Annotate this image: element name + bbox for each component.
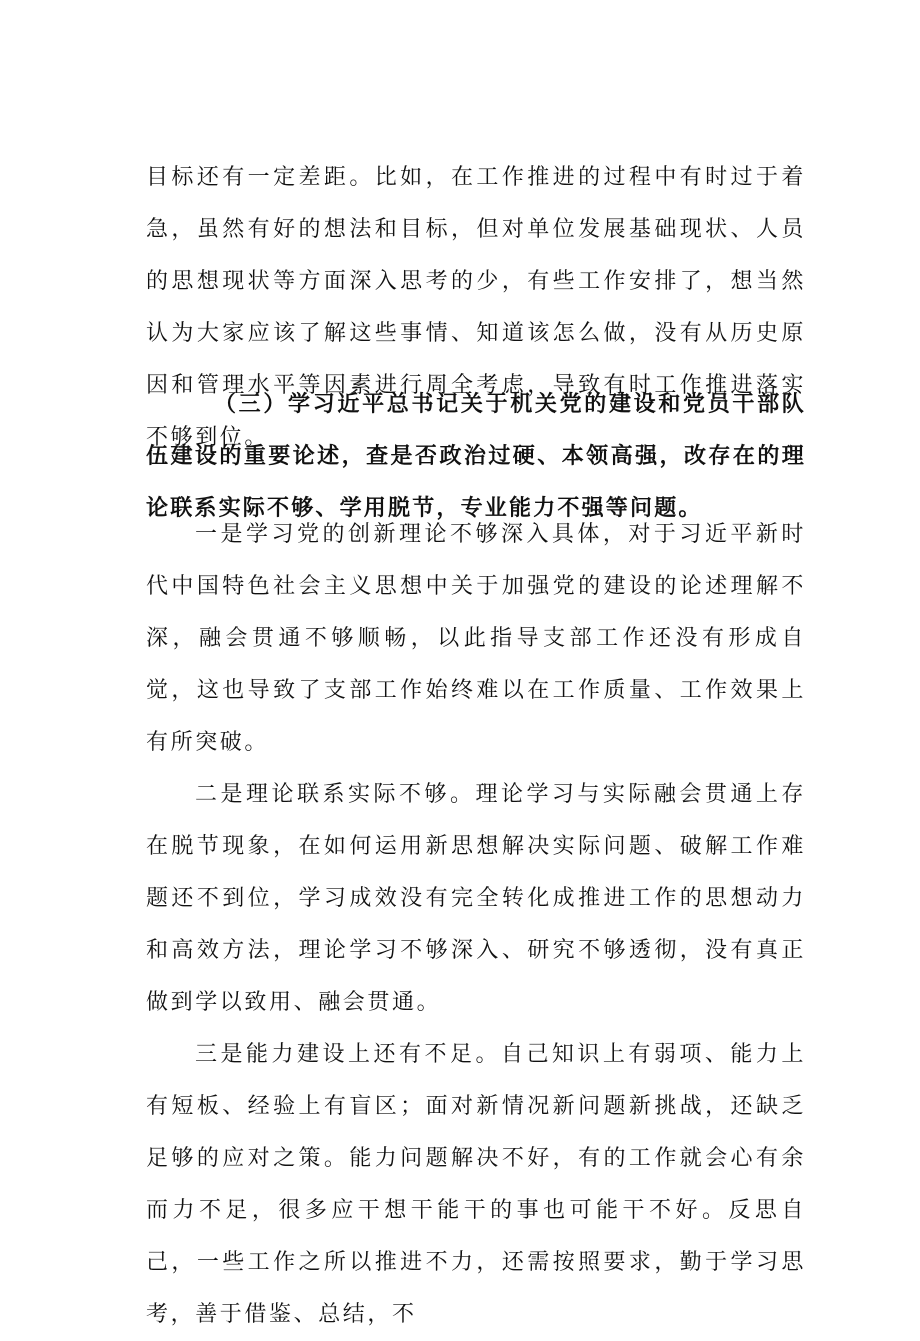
- body-paragraph-1: 一是学习党的创新理论不够深入具体，对于习近平新时代中国特色社会主义思想中关于加强党的建设的论述理解不深，融会贯通不够顺畅，以此指导支部工作还没有形成自觉，这也导致了支部工作始终难以在工作质量、工作效果上有所突破。: [146, 522, 806, 755]
- body-section: [146, 509, 806, 1341]
- body-paragraph-2: 二是理论联系实际不够。理论学习与实际融会贯通上存在脱节现象，在如何运用新思想解决实际问题、破解工作难题还不到位，学习成效没有完全转化成推进工作的思想动力和高效方法，理论学习不够深入、研究不够透彻，没有真正做到学以致用、融会贯通。: [146, 782, 806, 1015]
- body-paragraph-3: 三是能力建设上还有不足。自己知识上有弱项、能力上有短板、经验上有盲区；面对新情况新问题新挑战，还缺乏足够的应对之策。能力问题解决不好，有的工作就会心有余而力不足，很多应干想干能干的事也可能干不好。反思自己，一些工作之所以推进不力，还需按照要求，勤于学习思考，善于借鉴、总结，不: [146, 1042, 806, 1327]
- continuation-paragraph: 目标还有一定差距。比如，在工作推进的过程中有时过于着急，虽然有好的想法和目标，但对单位发展基础现状、人员的思想现状等方面深入思考的少，有些工作安排了，想当然认为大家应该了解这些事情、知道该怎么做，没有从历史原因和管理水平等因素进行周全考虑，导致有时工作推进落实不够到位。: [146, 165, 806, 450]
- section-heading: （三）学习近平总书记关于机关党的建设和党员干部队伍建设的重要论述，查是否政治过硬、本领高强，改存在的理论联系实际不够、学用脱节，专业能力不强等问题。: [146, 391, 806, 521]
